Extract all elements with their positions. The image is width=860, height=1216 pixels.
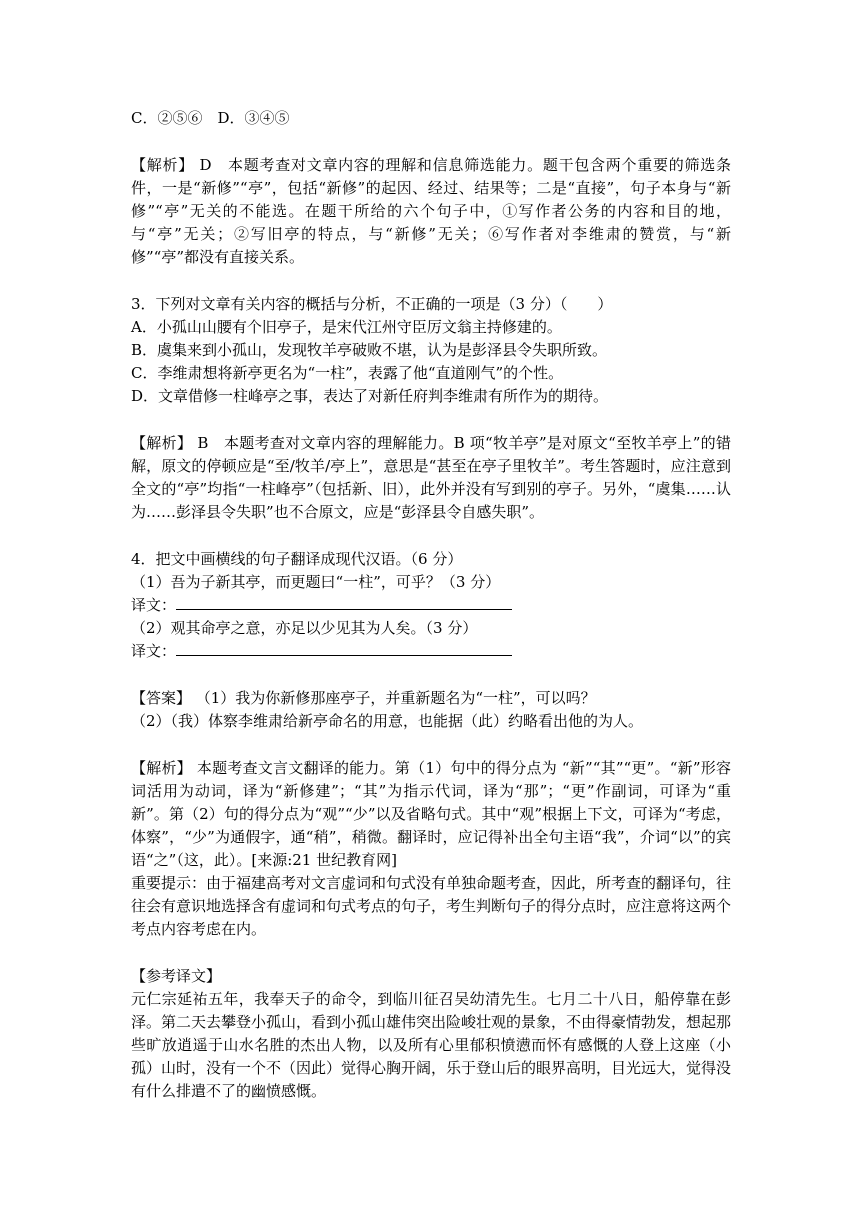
translation-line-1 (131, 594, 731, 617)
translation-label: 译文： (131, 642, 177, 660)
answer-blank (176, 641, 512, 656)
q4-analysis: 【解析】 本题考查文言文翻译的能力。第（1）句中的得分点为 “新”“其”“更”。“新”形容词活用为动词，译为“新修建”；“其”为指示代词，译为“那”；“更”作副词，可译为“重新”。第（2）句的得分点为“观”“少”以及省略句式。其中“观”根据上下文，可译为“考虑，体察”，“少”为通假字，通“稍”，稍微。翻译时，应记得补出全句主语“我”，介词“以”的宾语“之”（这，此）。[来源:21 世纪教育网] (131, 759, 731, 869)
q3-analysis: 【解析】 B 本题考查对文章内容的理解能力。B 项“牧羊亭”是对原文“至牧羊亭上”的错解，原文的停顿应是“至/牧羊/亭上”，意思是“甚至在亭子里牧羊”。考生答题时，应注意到全文的“亭”均指“一柱峰亭”（包括新、旧），此外并没有写到别的亭子。另外，“虞集……认为……彭泽县令失职”也不合原文，应是“彭泽县令自感失职”。 (131, 434, 731, 521)
q4-answer-1: 【答案】 （1）我为你新修那座亭子，并重新题名为“一柱”，可以吗？ (131, 689, 596, 707)
q2-choices: C．②⑤⑥ D．③④⑤ (131, 109, 290, 127)
q3-option-c: C．李维肃想将新亭更名为“一柱”，表露了他“直道刚气”的个性。 (131, 364, 564, 382)
answer-blank (176, 595, 512, 610)
q3-option-a: A．小孤山山腰有个旧亭子，是宋代江州守臣厉文翁主持修建的。 (131, 318, 562, 336)
document-body (131, 107, 731, 1103)
reference-translation-text: 元仁宗延祐五年，我奉天子的命令，到临川征召吴幼清先生。七月二十八日，船停靠在彭泽。第二天去攀登小孤山，看到小孤山雄伟突出险峻壮观的景象，不由得豪情勃发，想起那些旷放逍遥于山水名胜的杰出人物，以及所有心里郁积愤懑而怀有感慨的人登上这座（小孤）山时，没有一个不（因此）觉得心胸开阔，乐于登山后的眼界高明，目光远大，觉得没有什么排遣不了的幽愤感慨。 (131, 990, 732, 1100)
translation-label: 译文： (131, 596, 177, 614)
q4-answer-2: （2）（我）体察李维肃给新亭命名的用意，也能据（此）约略看出他的为人。 (131, 712, 644, 730)
q4-stem: 4．把文中画横线的句子翻译成现代汉语。（6 分） (131, 550, 463, 568)
reference-translation-title: 【参考译文】 (131, 967, 222, 985)
q3-option-b: B．虞集来到小孤山，发现牧羊亭破败不堪，认为是彭泽县令失职所致。 (131, 341, 608, 359)
q4-item-2: （2）观其命亭之意，亦足以少见其为人矣。（3 分） (131, 619, 478, 637)
translation-line-2 (131, 640, 731, 663)
q3-stem: 3．下列对文章有关内容的概括与分析，不正确的一项是（3 分）（ ） (131, 295, 613, 313)
q2-analysis: 【解析】 D 本题考查对文章内容的理解和信息筛选能力。题干包含两个重要的筛选条件，一是“新修”“亭”，包括“新修”的起因、经过、结果等；二是“直接”，句子本身与“新修”“亭”无关的不能选。在题干所给的六个句子中，①写作者公务的内容和目的地，与“亭”无关；②写旧亭的特点，与“新修”无关；⑥写作者对李维肃的赞赏，与“新修”“亭”都没有直接关系。 (131, 156, 731, 266)
q3-option-d: D．文章借修一柱峰亭之事，表达了对新任府判李维肃有所作为的期待。 (131, 387, 609, 405)
important-tip: 重要提示：由于福建高考对文言虚词和句式没有单独命题考查，因此，所考查的翻译句，往往会有意识地选择含有虚词和句式考点的句子，考生判断句子的得分点时，应注意将这两个考点内容考虑在内。 (131, 874, 732, 938)
q4-item-1: （1）吾为子新其亭，而更题曰“一柱”，可乎？（3 分） (131, 573, 501, 591)
